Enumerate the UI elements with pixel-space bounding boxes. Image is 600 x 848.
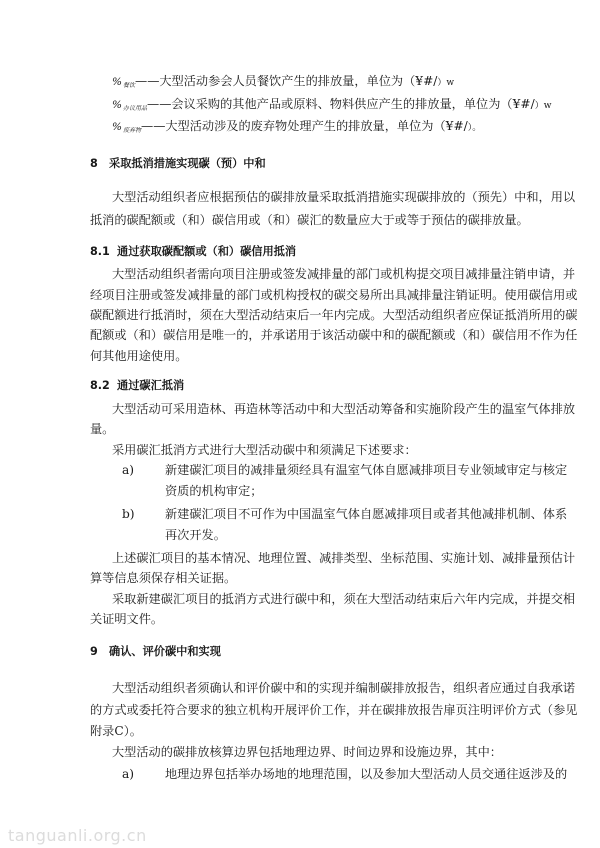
list-item-line: 资质的机构审定； (165, 484, 263, 498)
variable-definition (112, 73, 454, 94)
paragraph-line: 大型活动可采用造林、再造林等活动中和大型活动筹备和实施阶段产生的温室气体排放 (112, 402, 576, 416)
section-heading-8-2 (90, 378, 184, 394)
section-number: 9 (90, 645, 98, 658)
variable-description: ——大型活动涉及的废弃物处理产生的排放量，单位为（¥#/ (141, 119, 468, 133)
paragraph-line: 采用碳汇抵消方式进行大型活动碳中和须满足下述要求： (112, 443, 417, 457)
section-title: 采取抵消措施实现碳（预）中和 (109, 157, 266, 170)
paragraph-line: 何其他用途使用。 (90, 349, 188, 363)
paragraph-line: 附录C）。 (90, 724, 142, 738)
section-heading-8-1 (90, 244, 296, 260)
variable-definition (112, 96, 551, 117)
paragraph-line: 量。 (90, 422, 115, 436)
paragraph-line: 大型活动组织者需向项目注册或签发减排量的部门或机构提交项目减排量注销申请，并 (112, 267, 576, 281)
paragraph-line: 大型活动组织者须确认和评价碳中和的实现并编制碳排放报告，组织者应通过自我承诺 (112, 681, 576, 695)
paragraph-line: 的方式或委托符合要求的独立机构开展评价工作，并在碳排放报告扉页注明评价方式（参见 (90, 703, 578, 717)
list-item-line: 地理边界包括举办场地的地理范围，以及参加大型活动人员交通往返涉及的 (165, 767, 568, 781)
section-number: 8.2 (90, 379, 110, 392)
section-heading-8 (90, 156, 266, 172)
watermark-text: tanguanli.org.cn (8, 826, 147, 845)
variable-symbol: % (112, 99, 122, 111)
variable-description: ——会议采购的其他产品或原料、物料供应产生的排放量，单位为（¥#/ (147, 97, 535, 111)
variable-unit: ）w (437, 78, 455, 88)
list-item-line: 新建碳汇项目的减排量须经具有温室气体自愿减排项目专业领域审定与核定 (165, 463, 568, 477)
paragraph-line: 大型活动组织者应根据预估的碳排放量采取抵消措施实现碳排放的（预先）中和，用以 (112, 190, 576, 204)
paragraph-line: 关证明文件。 (90, 612, 164, 626)
paragraph-line: 配额或（和）碳信用是唯一的，并承诺用于该活动碳中和的碳配额或（和）碳信用不作为任 (90, 328, 578, 342)
paragraph-line: 经项目注册或签发减排量的部门或机构授权的碳交易所出具减排量注销证明。使用碳信用或 (90, 288, 578, 302)
section-heading-9 (90, 644, 221, 660)
section-title: 通过碳汇抵消 (117, 379, 185, 392)
list-marker: a) (122, 463, 135, 477)
variable-unit: ）。 (467, 123, 482, 133)
paragraph-line: 上述碳汇项目的基本情况、地理位置、减排类型、坐标范围、实施计划、减排量预估计 (112, 551, 576, 565)
section-title: 确认、评价碳中和实现 (109, 645, 221, 658)
variable-subscript: 餐饮 (122, 82, 135, 89)
list-marker: a) (122, 767, 135, 781)
paragraph-line: 算等信息须保存相关证据。 (90, 571, 237, 585)
list-item-line: 新建碳汇项目不可作为中国温室气体自愿减排项目或者其他减排机制、体系 (165, 507, 568, 521)
variable-description: ——大型活动参会人员餐饮产生的排放量，单位为（¥#/ (135, 74, 438, 88)
variable-unit: ）w (534, 101, 552, 111)
variable-subscript: 办议用品 (122, 105, 147, 112)
section-number: 8.1 (90, 245, 110, 258)
variable-symbol: % (112, 76, 122, 88)
paragraph-line: 采取新建碳汇项目的抵消方式进行碳中和，须在大型活动结束后六年内完成，并提交相 (112, 592, 576, 606)
paragraph-line: 碳配额进行抵消时，须在大型活动结束后一年内完成。大型活动组织者应保证抵消所用的碳 (90, 308, 578, 322)
list-marker: b) (122, 507, 135, 521)
section-title: 通过获取碳配额或（和）碳信用抵消 (117, 245, 297, 258)
variable-subscript: 废弃物 (122, 127, 141, 134)
variable-definition (112, 118, 481, 139)
variable-symbol: % (112, 121, 122, 133)
section-number: 8 (90, 157, 98, 170)
list-item-line: 再次开发。 (165, 528, 226, 542)
paragraph-line: 大型活动的碳排放核算边界包括地理边界、时间边界和设施边界，其中： (112, 745, 502, 759)
paragraph-line: 抵消的碳配额或（和）碳信用或（和）碳汇的数量应大于或等于预估的碳排放量。 (90, 213, 529, 227)
